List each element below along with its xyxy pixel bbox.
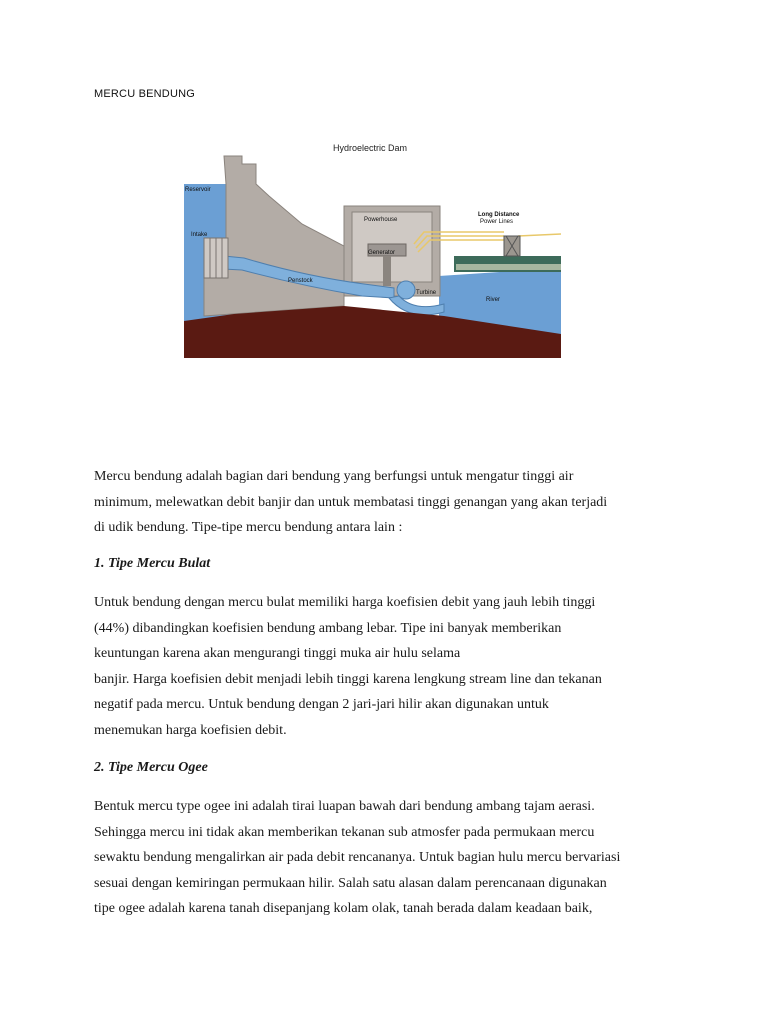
section-1-line: banjir. Harga koefisien debit menjadi lebih tinggi karena lengkung stream line dan tekanan: [94, 671, 602, 687]
far-bank-rocks: [456, 264, 561, 270]
label-powerhouse: Powerhouse: [364, 217, 398, 223]
section-2-heading: 2. Tipe Mercu Ogee: [94, 760, 208, 775]
section-2-line: Sehingga mercu ini tidak akan memberikan tekanan sub atmosfer pada permukaan mercu: [94, 824, 595, 840]
label-power-lines-1: Long Distance: [478, 212, 520, 218]
section-1-line: negatif pada mercu. Untuk bendung dengan 2 jari-jari hilir akan digunakan untuk: [94, 697, 549, 712]
intro-paragraph: [94, 464, 694, 541]
intake-grate: [204, 238, 228, 278]
label-reservoir: Reservoir: [185, 187, 211, 193]
section-1-paragraph: [94, 590, 694, 743]
label-turbine: Turbine: [416, 290, 437, 296]
page-title: MERCU BENDUNG: [94, 88, 195, 100]
intro-line: Mercu bendung adalah bagian dari bendung yang berfungsi untuk mengatur tinggi air: [94, 469, 574, 484]
transmission-tower: [504, 236, 520, 256]
label-penstock: Penstock: [288, 278, 313, 284]
dam-diagram: [184, 136, 561, 358]
section-1-line: (44%) dibandingkan koefisien bendung ambang lebar. Tipe ini banyak memberikan: [94, 620, 562, 636]
section-2-paragraph: [94, 794, 694, 922]
intro-line: minimum, melewatkan debit banjir dan untuk membatasi tinggi genangan yang akan terjadi: [94, 494, 608, 510]
section-2-line: tipe ogee adalah karena tanah disepanjang kolam olak, tanah berada dalam keadaan baik,: [94, 901, 593, 916]
generator-shaft: [383, 256, 391, 286]
intro-line: di udik bendung. Tipe-tipe mercu bendung antara lain :: [94, 520, 403, 535]
section-2-line: sesuai dengan kemiringan permukaan hilir. Salah satu alasan dalam perencanaan digunakan: [94, 875, 607, 891]
section-2-line: sewaktu bendung mengalirkan air pada debit rencananya. Untuk bagian hulu mercu bervariasi: [94, 850, 621, 865]
label-river: River: [486, 297, 501, 303]
figure-title: Hydroelectric Dam: [333, 143, 408, 153]
hydroelectric-dam-figure: [184, 136, 561, 358]
section-1-heading: 1. Tipe Mercu Bulat: [94, 556, 211, 571]
label-generator: Generator: [368, 250, 396, 256]
section-1-line: menemukan harga koefisien debit.: [94, 722, 287, 738]
label-intake: Intake: [191, 232, 208, 238]
label-power-lines-2: Power Lines: [480, 219, 514, 225]
section-1-line: keuntungan karena akan mengurangi tinggi muka air hulu selama: [94, 646, 461, 661]
section-1-line: Untuk bendung dengan mercu bulat memiliki harga koefisien debit yang jauh lebih tinggi: [94, 595, 596, 610]
section-2-line: Bentuk mercu type ogee ini adalah tirai luapan bawah dari bendung ambang tajam aerasi.: [94, 799, 595, 814]
